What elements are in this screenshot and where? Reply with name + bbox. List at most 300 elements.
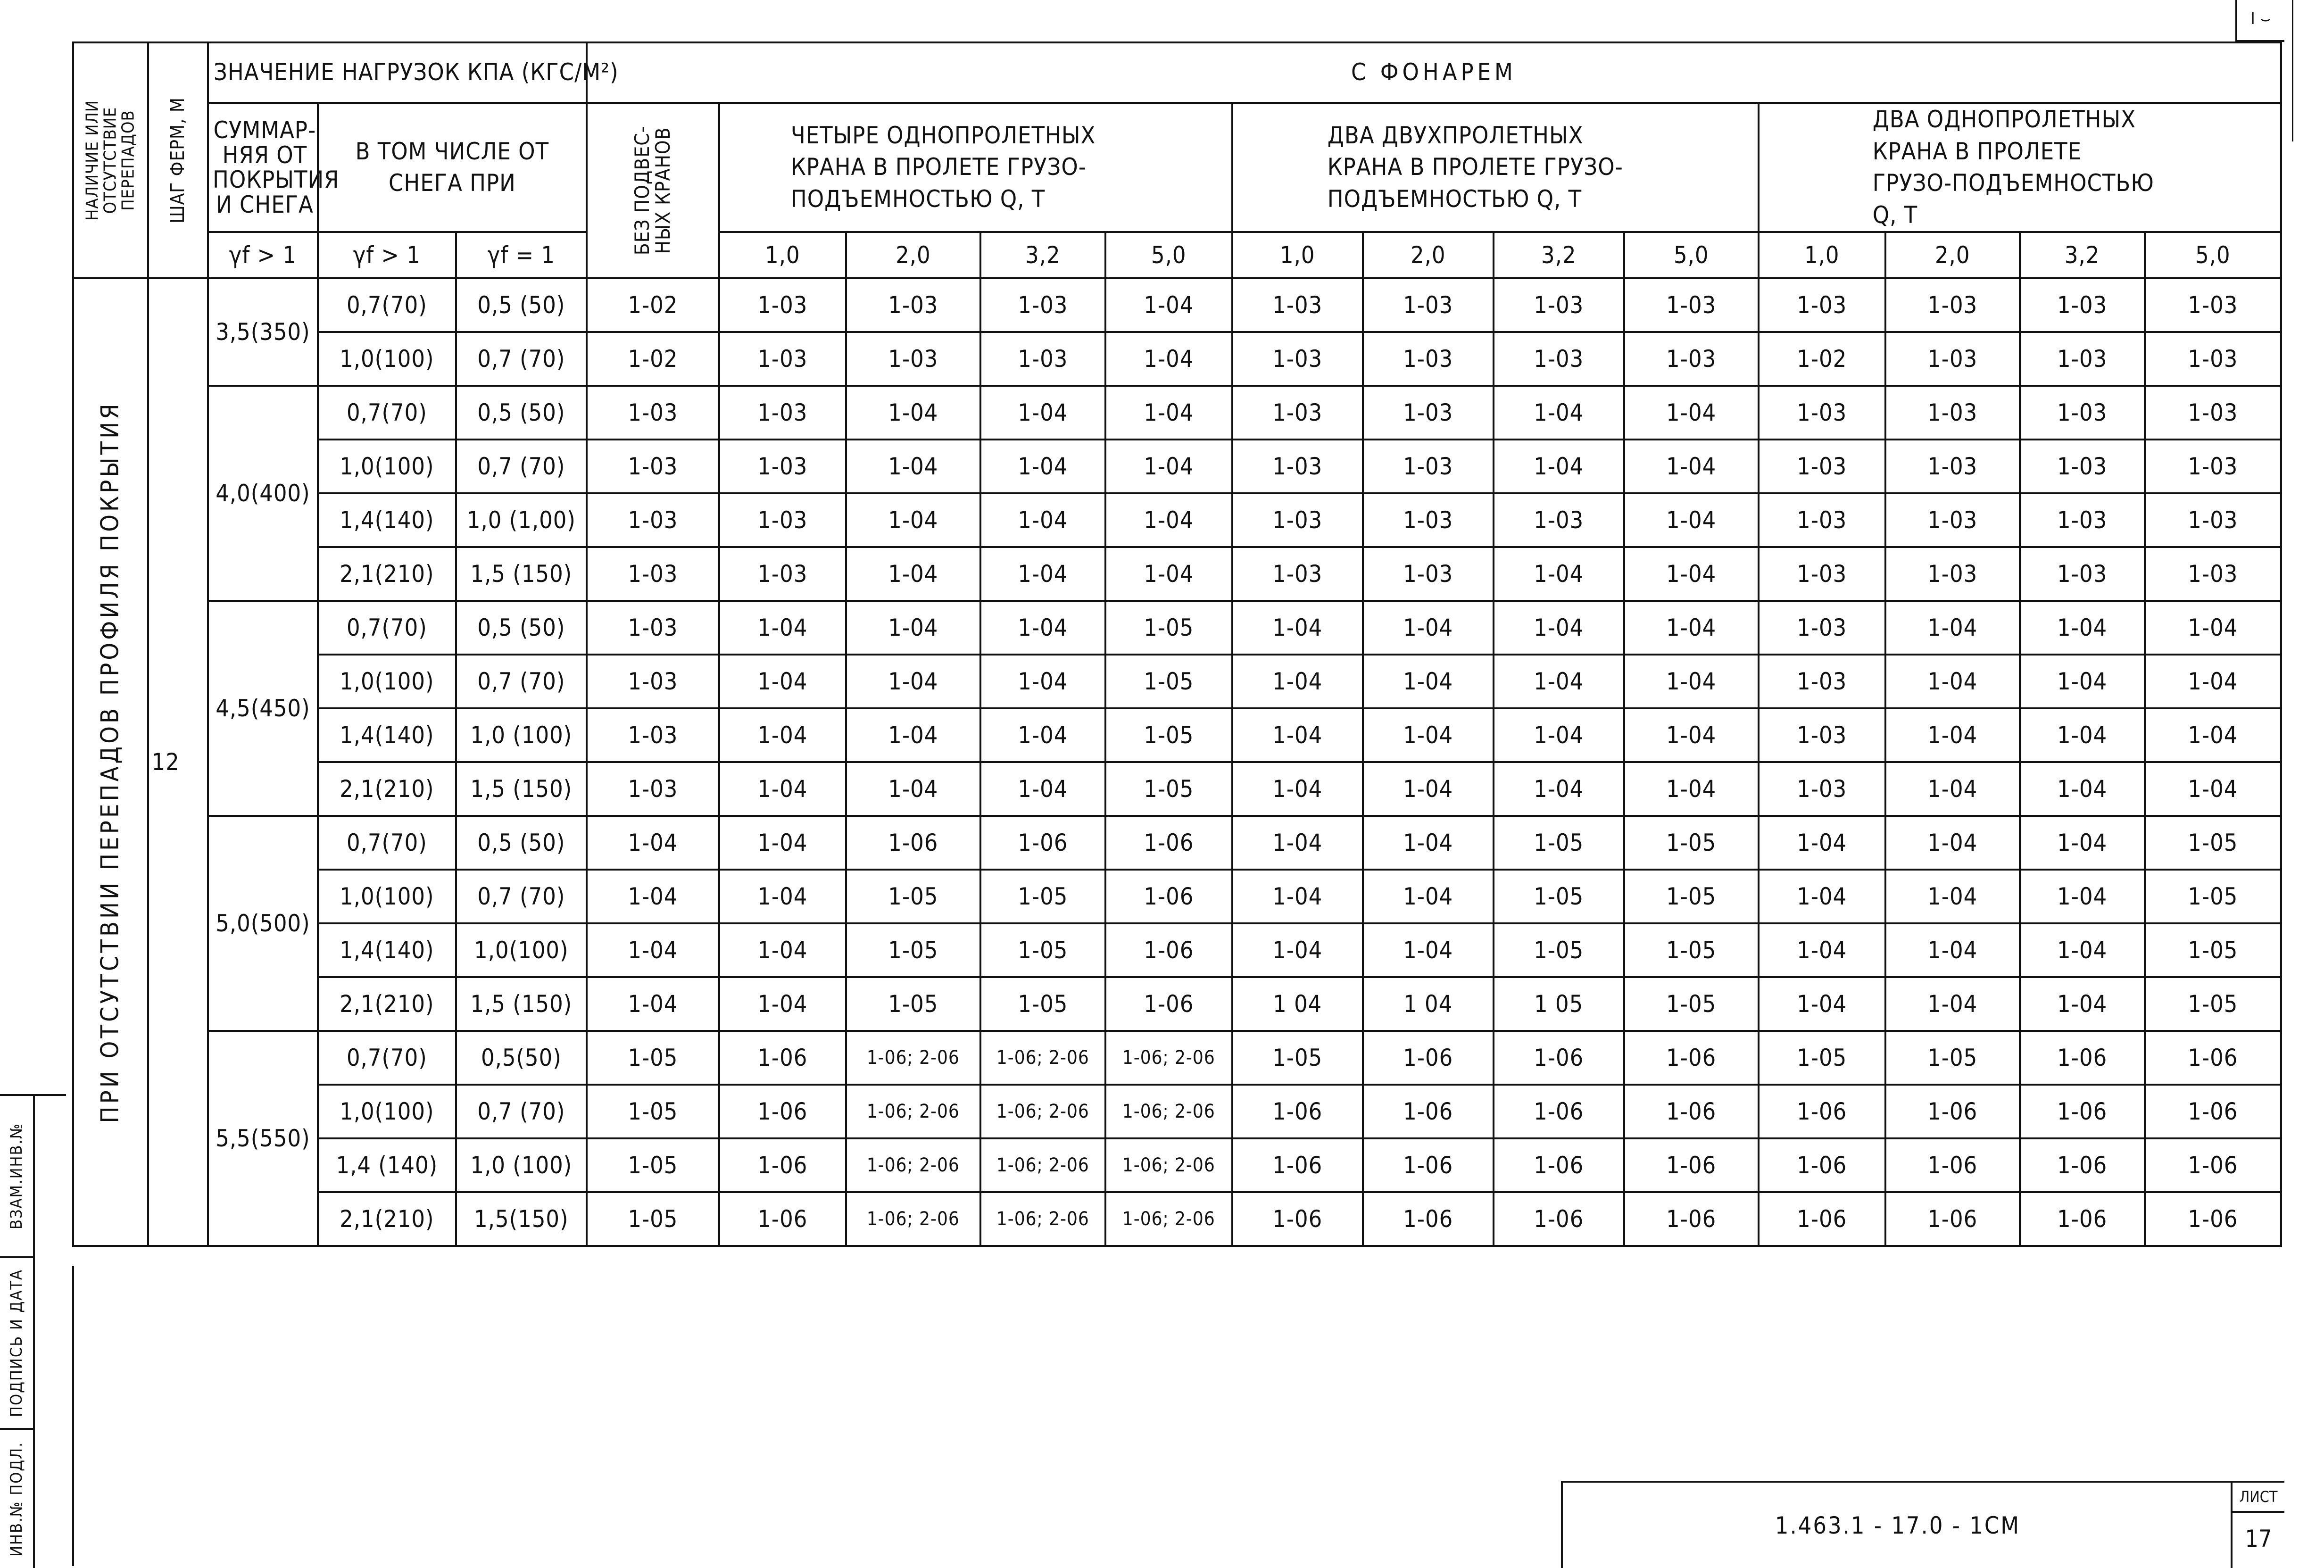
total-load-cell: 3,5(350) <box>208 278 318 386</box>
truss-mark-cell: 1-06 <box>1363 1031 1494 1085</box>
header-group-two-single: ДВА ОДНОПРОЛЕТНЫХ КРАНА В ПРОЛЕТЕ ГРУЗО-ПОДЪЕМНОСТЬЮ Q, Т <box>1759 103 2281 232</box>
truss-mark-cell: 1-04 <box>1885 816 2020 870</box>
truss-mark-cell: 1-03 <box>719 386 846 440</box>
snow-load-cell: 1,4(140) <box>318 708 456 762</box>
truss-mark-cell: 1-03 <box>587 547 719 601</box>
truss-mark-cell: 1-04 <box>719 762 846 816</box>
truss-mark-cell: 1-06 <box>1232 1085 1363 1138</box>
total-load-cell: 5,5(550) <box>208 1031 318 1246</box>
truss-mark-cell: 1-06; 2-06 <box>980 1192 1105 1246</box>
truss-mark-cell: 1-04 <box>2020 923 2145 977</box>
truss-mark-cell: 1-05 <box>587 1031 719 1085</box>
truss-mark-cell: 1-04 <box>846 547 980 601</box>
truss-mark-cell: 1-05 <box>1624 870 1759 923</box>
truss-mark-cell: 1-05 <box>980 977 1105 1031</box>
truss-mark-cell: 1-04 <box>1494 386 1624 440</box>
truss-mark-cell: 1-05 <box>846 870 980 923</box>
truss-mark-cell: 1-03 <box>1759 493 1885 547</box>
truss-mark-cell: 1-05 <box>587 1085 719 1138</box>
truss-mark-cell: 1-06; 2-06 <box>846 1192 980 1246</box>
truss-mark-cell: 1-03 <box>980 278 1105 332</box>
truss-mark-cell: 1-05 <box>1759 1031 1885 1085</box>
snow-load-cell: 0,7 (70) <box>456 1085 587 1138</box>
truss-mark-cell: 1-04 <box>980 762 1105 816</box>
header-incl-snow: В ТОМ ЧИСЛЕ ОТ СНЕГА ПРИ <box>318 103 587 232</box>
truss-mark-cell: 1-04 <box>2145 601 2281 655</box>
snow-load-cell: 0,7(70) <box>318 816 456 870</box>
truss-mark-cell: 1-05 <box>846 977 980 1031</box>
truss-mark-cell: 1-04 <box>1885 601 2020 655</box>
truss-mark-cell: 1-04 <box>846 655 980 708</box>
truss-mark-cell: 1-05 <box>587 1192 719 1246</box>
truss-mark-cell: 1-04 <box>587 977 719 1031</box>
truss-mark-cell: 1-04 <box>1759 977 1885 1031</box>
total-load-cell: 4,5(450) <box>208 601 318 816</box>
truss-mark-cell: 1-04 <box>1494 601 1624 655</box>
truss-mark-cell: 1-04 <box>2020 762 2145 816</box>
truss-mark-cell: 1-06 <box>2020 1138 2145 1192</box>
table-row <box>73 440 2281 493</box>
truss-mark-cell: 1-05 <box>1885 1031 2020 1085</box>
table-row <box>73 762 2281 816</box>
table-row <box>73 870 2281 923</box>
truss-mark-cell: 1-03 <box>1363 332 1494 386</box>
truss-mark-cell: 1-04 <box>1105 332 1232 386</box>
truss-mark-cell: 1-04 <box>1759 816 1885 870</box>
table-row <box>73 977 2281 1031</box>
snow-load-cell: 0,5(50) <box>456 1031 587 1085</box>
truss-mark-cell: 1-06 <box>1759 1138 1885 1192</box>
snow-load-cell: 1,0 (100) <box>456 708 587 762</box>
replace-inv-cell: ВЗАМ.ИНВ.№ <box>7 1122 26 1230</box>
table-row <box>73 816 2281 870</box>
truss-mark-cell: 1-06 <box>1624 1192 1759 1246</box>
truss-mark-cell: 1-03 <box>2020 547 2145 601</box>
truss-mark-cell: 1-04 <box>1494 547 1624 601</box>
sheet-label: ЛИСТ <box>2233 1483 2284 1513</box>
truss-mark-cell: 1-06; 2-06 <box>846 1085 980 1138</box>
truss-mark-cell: 1-03 <box>1363 440 1494 493</box>
truss-mark-cell: 1-05 <box>1624 816 1759 870</box>
header-capacity: 3,2 <box>1494 232 1624 278</box>
truss-mark-cell: 1-06 <box>719 1085 846 1138</box>
truss-mark-cell: 1-03 <box>2020 493 2145 547</box>
table-row <box>73 493 2281 547</box>
snow-load-cell: 2,1(210) <box>318 977 456 1031</box>
truss-mark-cell: 1-04 <box>1232 762 1363 816</box>
truss-mark-cell: 1-03 <box>1363 386 1494 440</box>
truss-mark-cell: 1-03 <box>1885 547 2020 601</box>
truss-mark-cell: 1-06 <box>2020 1031 2145 1085</box>
truss-mark-cell: 1-05 <box>2145 923 2281 977</box>
truss-mark-cell: 1-03 <box>2020 332 2145 386</box>
truss-mark-cell: 1-04 <box>1759 870 1885 923</box>
truss-mark-cell: 1-03 <box>587 708 719 762</box>
truss-mark-cell: 1-04 <box>1363 762 1494 816</box>
truss-mark-cell: 1-03 <box>1885 332 2020 386</box>
truss-mark-cell: 1-04 <box>2020 708 2145 762</box>
truss-mark-cell: 1-06 <box>1494 1138 1624 1192</box>
table-row <box>73 708 2281 762</box>
truss-mark-cell: 1-04 <box>587 923 719 977</box>
truss-mark-cell: 1-04 <box>1363 655 1494 708</box>
truss-mark-cell: 1-06 <box>1885 1138 2020 1192</box>
truss-mark-cell: 1-05 <box>846 923 980 977</box>
truss-mark-cell: 1-04 <box>1363 708 1494 762</box>
truss-mark-cell: 1-06; 2-06 <box>1105 1031 1232 1085</box>
snow-load-cell: 1,0(100) <box>318 870 456 923</box>
truss-mark-cell: 1-03 <box>1759 655 1885 708</box>
truss-mark-cell: 1-04 <box>2020 601 2145 655</box>
truss-mark-cell: 1-06 <box>1624 1138 1759 1192</box>
header-capacity: 2,0 <box>1363 232 1494 278</box>
truss-mark-cell: 1-02 <box>587 332 719 386</box>
truss-mark-cell: 1-06 <box>1363 1138 1494 1192</box>
truss-mark-cell: 1-03 <box>1759 762 1885 816</box>
truss-mark-cell: 1-06 <box>2145 1031 2281 1085</box>
truss-mark-cell: 1-02 <box>1759 332 1885 386</box>
snow-load-cell: 0,5 (50) <box>456 386 587 440</box>
snow-load-cell: 1,0 (1,00) <box>456 493 587 547</box>
truss-mark-cell: 1-06 <box>2020 1192 2145 1246</box>
truss-mark-cell: 1-04 <box>1105 493 1232 547</box>
corner-mark: Ⅰ ⌣ <box>2235 0 2284 42</box>
header-capacity: 3,2 <box>2020 232 2145 278</box>
truss-mark-cell: 1-04 <box>846 493 980 547</box>
truss-mark-cell: 1-03 <box>980 332 1105 386</box>
truss-mark-cell: 1-06 <box>846 816 980 870</box>
truss-mark-cell: 1-04 <box>719 708 846 762</box>
truss-mark-cell: 1-03 <box>1232 547 1363 601</box>
truss-mark-cell: 1-04 <box>846 601 980 655</box>
truss-mark-cell: 1-04 <box>1363 601 1494 655</box>
truss-mark-cell: 1-04 <box>2145 655 2281 708</box>
table-row <box>73 655 2281 708</box>
truss-mark-cell: 1-04 <box>719 870 846 923</box>
sheet-number-box <box>2231 1481 2284 1568</box>
truss-mark-cell: 1-06 <box>719 1192 846 1246</box>
snow-load-cell: 0,7(70) <box>318 1031 456 1085</box>
truss-mark-cell: 1-03 <box>2145 332 2281 386</box>
step-value-cell: 12 <box>148 278 208 1246</box>
truss-mark-cell: 1-03 <box>1232 332 1363 386</box>
total-load-cell: 4,0(400) <box>208 386 318 601</box>
header-group-four-single: ЧЕТЫРЕ ОДНОПРОЛЕТНЫХ КРАНА В ПРОЛЕТЕ ГРУЗО-ПОДЪЕМНОСТЬЮ Q, Т <box>719 103 1232 232</box>
snow-load-cell: 1,0(100) <box>318 440 456 493</box>
truss-mark-cell: 1-03 <box>1885 386 2020 440</box>
truss-mark-cell: 1-04 <box>1624 655 1759 708</box>
truss-mark-cell: 1-05 <box>1105 708 1232 762</box>
truss-mark-cell: 1-05 <box>1105 762 1232 816</box>
snow-load-cell: 1,4(140) <box>318 493 456 547</box>
truss-mark-cell: 1-06; 2-06 <box>1105 1085 1232 1138</box>
truss-mark-cell: 1-04 <box>1885 655 2020 708</box>
header-total: СУММАР-НЯЯ ОТ ПОКРЫТИЯ И СНЕГА <box>208 103 318 232</box>
truss-mark-cell: 1-04 <box>719 816 846 870</box>
truss-mark-cell: 1-04 <box>980 655 1105 708</box>
truss-mark-cell: 1-02 <box>587 278 719 332</box>
snow-load-cell: 1,0(100) <box>318 332 456 386</box>
truss-mark-cell: 1-05 <box>1232 1031 1363 1085</box>
truss-mark-cell: 1-03 <box>1494 332 1624 386</box>
truss-mark-cell: 1-04 <box>1885 923 2020 977</box>
truss-mark-cell: 1-03 <box>1363 278 1494 332</box>
truss-mark-cell: 1-04 <box>2145 708 2281 762</box>
truss-mark-cell: 1-05 <box>1624 977 1759 1031</box>
table-row <box>73 1085 2281 1138</box>
truss-mark-cell: 1-03 <box>1232 493 1363 547</box>
truss-mark-cell: 1-04 <box>1624 708 1759 762</box>
header-capacity: 2,0 <box>1885 232 2020 278</box>
truss-mark-cell: 1-06 <box>1105 923 1232 977</box>
truss-mark-cell: 1-06 <box>1494 1085 1624 1138</box>
truss-mark-cell: 1-03 <box>1885 440 2020 493</box>
header-load-values: ЗНАЧЕНИЕ НАГРУЗОК КПА (КГС/М²) <box>208 42 587 103</box>
truss-mark-cell: 1-03 <box>2145 547 2281 601</box>
snow-load-cell: 1,0 (100) <box>456 1138 587 1192</box>
truss-mark-cell: 1-04 <box>2020 870 2145 923</box>
truss-mark-cell: 1-04 <box>1624 547 1759 601</box>
truss-mark-cell: 1-05 <box>1494 870 1624 923</box>
truss-mark-cell: 1-06 <box>1624 1031 1759 1085</box>
truss-mark-cell: 1-03 <box>1759 601 1885 655</box>
table-row <box>73 332 2281 386</box>
sign-date-cell: ПОДПИСЬ И ДАТА <box>7 1269 26 1417</box>
snow-load-cell: 0,5 (50) <box>456 278 587 332</box>
truss-mark-cell: 1-04 <box>846 386 980 440</box>
truss-mark-cell: 1-04 <box>846 440 980 493</box>
truss-mark-cell: 1-03 <box>846 278 980 332</box>
truss-mark-cell: 1-03 <box>1624 332 1759 386</box>
truss-mark-cell: 1-05 <box>1624 923 1759 977</box>
truss-mark-cell: 1-06 <box>2145 1085 2281 1138</box>
truss-mark-cell: 1-03 <box>1885 278 2020 332</box>
truss-mark-cell: 1-03 <box>1494 278 1624 332</box>
truss-mark-cell: 1-04 <box>2020 816 2145 870</box>
truss-mark-cell: 1-04 <box>846 708 980 762</box>
table-row <box>73 278 2281 332</box>
truss-mark-cell: 1-06 <box>719 1138 846 1192</box>
truss-mark-cell: 1-03 <box>1759 278 1885 332</box>
table-row <box>73 547 2281 601</box>
truss-mark-cell: 1-04 <box>1494 762 1624 816</box>
snow-load-cell: 0,7 (70) <box>456 440 587 493</box>
truss-mark-cell: 1-04 <box>719 601 846 655</box>
header-capacity: 3,2 <box>980 232 1105 278</box>
truss-mark-cell: 1-04 <box>2020 977 2145 1031</box>
truss-mark-cell: 1-05 <box>587 1138 719 1192</box>
truss-mark-cell: 1-05 <box>2145 816 2281 870</box>
truss-mark-cell: 1-04 <box>587 816 719 870</box>
truss-mark-cell: 1-06; 2-06 <box>846 1138 980 1192</box>
truss-mark-cell: 1-06 <box>1624 1085 1759 1138</box>
truss-mark-cell: 1-04 <box>1105 547 1232 601</box>
truss-mark-cell: 1-06 <box>1363 1192 1494 1246</box>
truss-mark-cell: 1-04 <box>1885 870 2020 923</box>
truss-mark-cell: 1-04 <box>719 655 846 708</box>
truss-mark-cell: 1-04 <box>1885 762 2020 816</box>
header-capacity: 1,0 <box>1232 232 1363 278</box>
right-edge-line <box>2292 0 2293 141</box>
truss-mark-cell: 1-06; 2-06 <box>1105 1192 1232 1246</box>
truss-mark-cell: 1-06; 2-06 <box>980 1031 1105 1085</box>
truss-mark-cell: 1-03 <box>2145 386 2281 440</box>
truss-mark-cell: 1-04 <box>1232 870 1363 923</box>
snow-load-cell: 1,4(140) <box>318 923 456 977</box>
table-row <box>73 1192 2281 1246</box>
table-row <box>73 1031 2281 1085</box>
left-margin-strip <box>0 1094 66 1568</box>
truss-mark-cell: 1-06 <box>2145 1192 2281 1246</box>
truss-mark-cell: 1-03 <box>719 278 846 332</box>
truss-mark-cell: 1-03 <box>2020 278 2145 332</box>
title-block-code: 1.463.1 - 17.0 - 1СМ <box>1561 1481 2233 1568</box>
truss-mark-cell: 1-03 <box>1363 493 1494 547</box>
truss-mark-cell: 1-06 <box>1759 1085 1885 1138</box>
truss-mark-cell: 1-05 <box>2145 870 2281 923</box>
truss-mark-cell: 1-04 <box>1105 278 1232 332</box>
truss-mark-cell: 1-03 <box>1759 708 1885 762</box>
truss-mark-cell: 1-06 <box>2020 1085 2145 1138</box>
sheet-number: 17 <box>2245 1525 2272 1552</box>
table-row <box>73 601 2281 655</box>
truss-mark-cell: 1-04 <box>980 386 1105 440</box>
truss-mark-cell: 1-03 <box>1759 547 1885 601</box>
truss-mark-cell: 1-04 <box>1624 440 1759 493</box>
truss-mark-cell: 1-03 <box>2145 440 2281 493</box>
truss-mark-cell: 1-03 <box>1759 440 1885 493</box>
truss-mark-cell: 1 04 <box>1232 977 1363 1031</box>
truss-mark-cell: 1 05 <box>1494 977 1624 1031</box>
snow-load-cell: 1,5 (150) <box>456 762 587 816</box>
truss-mark-cell: 1-04 <box>980 601 1105 655</box>
truss-mark-cell: 1-03 <box>2145 493 2281 547</box>
truss-mark-cell: 1-06; 2-06 <box>846 1031 980 1085</box>
snow-load-cell: 0,5 (50) <box>456 816 587 870</box>
truss-mark-cell: 1-05 <box>1105 655 1232 708</box>
snow-load-cell: 1,5 (150) <box>456 977 587 1031</box>
truss-mark-cell: 1-03 <box>719 547 846 601</box>
truss-mark-cell: 1-06 <box>1232 1192 1363 1246</box>
truss-mark-cell: 1-03 <box>587 493 719 547</box>
truss-mark-cell: 1-06 <box>1105 816 1232 870</box>
truss-mark-cell: 1-04 <box>1624 493 1759 547</box>
header-capacity: 1,0 <box>719 232 846 278</box>
truss-mark-cell: 1-03 <box>1363 547 1494 601</box>
truss-mark-cell: 1-03 <box>719 493 846 547</box>
snow-load-cell: 0,7 (70) <box>456 655 587 708</box>
truss-mark-cell: 1-04 <box>1624 762 1759 816</box>
truss-mark-cell: 1-04 <box>1494 655 1624 708</box>
truss-mark-cell: 1-03 <box>2020 386 2145 440</box>
truss-mark-cell: 1-04 <box>1759 923 1885 977</box>
truss-mark-cell: 1-04 <box>2020 655 2145 708</box>
truss-mark-cell: 1-04 <box>1363 923 1494 977</box>
truss-mark-cell: 1-04 <box>1363 816 1494 870</box>
truss-mark-cell: 1-04 <box>719 923 846 977</box>
truss-mark-cell: 1-04 <box>1624 601 1759 655</box>
truss-mark-cell: 1-03 <box>1232 440 1363 493</box>
header-gamma-gt1: γf > 1 <box>318 232 456 278</box>
snow-load-cell: 0,7(70) <box>318 601 456 655</box>
truss-mark-cell: 1-04 <box>1885 977 2020 1031</box>
truss-mark-cell: 1-05 <box>2145 977 2281 1031</box>
truss-mark-cell: 1-06 <box>1105 977 1232 1031</box>
header-no-cranes: БЕЗ ПОДВЕС-НЫХ КРАНОВ <box>587 103 719 278</box>
header-capacity: 2,0 <box>846 232 980 278</box>
header-gamma-total: γf > 1 <box>208 232 318 278</box>
truss-mark-cell: 1-04 <box>1232 601 1363 655</box>
truss-mark-cell: 1-04 <box>980 440 1105 493</box>
truss-mark-cell: 1-06 <box>1363 1085 1494 1138</box>
snow-load-cell: 0,7 (70) <box>456 870 587 923</box>
truss-mark-cell: 1-04 <box>1494 440 1624 493</box>
truss-mark-cell: 1-05 <box>980 923 1105 977</box>
truss-mark-cell: 1-05 <box>1105 601 1232 655</box>
truss-mark-cell: 1-04 <box>1885 708 2020 762</box>
table-row <box>73 923 2281 977</box>
snow-load-cell: 0,7(70) <box>318 278 456 332</box>
truss-mark-cell: 1-03 <box>2145 278 2281 332</box>
header-capacity: 5,0 <box>2145 232 2281 278</box>
truss-mark-cell: 1-04 <box>980 547 1105 601</box>
snow-load-cell: 0,7 (70) <box>456 332 587 386</box>
header-capacity: 5,0 <box>1624 232 1759 278</box>
snow-load-cell: 1,0(100) <box>318 1085 456 1138</box>
truss-mark-cell: 1-06 <box>1494 1192 1624 1246</box>
truss-mark-cell: 1-05 <box>980 870 1105 923</box>
truss-mark-cell: 1-06; 2-06 <box>980 1085 1105 1138</box>
snow-load-cell: 1,0(100) <box>456 923 587 977</box>
truss-mark-cell: 1-03 <box>719 440 846 493</box>
truss-mark-cell: 1-06 <box>1885 1085 2020 1138</box>
snow-load-cell: 2,1(210) <box>318 547 456 601</box>
truss-mark-cell: 1-06 <box>1232 1138 1363 1192</box>
truss-mark-cell: 1-03 <box>587 762 719 816</box>
header-with-lantern: С ФОНАРЕМ <box>587 42 2281 103</box>
truss-mark-cell: 1-04 <box>1232 655 1363 708</box>
snow-load-cell: 2,1(210) <box>318 1192 456 1246</box>
snow-load-cell: 1,5(150) <box>456 1192 587 1246</box>
truss-mark-cell: 1-04 <box>2145 762 2281 816</box>
truss-mark-cell: 1-03 <box>1624 278 1759 332</box>
truss-mark-cell: 1-03 <box>1494 493 1624 547</box>
truss-mark-cell: 1-04 <box>719 977 846 1031</box>
header-gamma-eq1: γf = 1 <box>456 232 587 278</box>
truss-mark-cell: 1-06; 2-06 <box>980 1138 1105 1192</box>
truss-mark-cell: 1-03 <box>587 386 719 440</box>
truss-mark-cell: 1-04 <box>1363 870 1494 923</box>
truss-mark-cell: 1-03 <box>1885 493 2020 547</box>
truss-mark-cell: 1-04 <box>1232 708 1363 762</box>
snow-load-cell: 0,7(70) <box>318 386 456 440</box>
header-presence: НАЛИЧИЕ ИЛИ ОТСУТСТВИЕ ПЕРЕПАДОВ <box>73 42 148 278</box>
truss-mark-cell: 1-04 <box>1232 816 1363 870</box>
truss-mark-cell: 1-06 <box>1759 1192 1885 1246</box>
truss-mark-cell: 1-05 <box>1494 923 1624 977</box>
truss-mark-cell: 1-03 <box>587 601 719 655</box>
snow-load-cell: 2,1(210) <box>318 762 456 816</box>
truss-mark-cell: 1-04 <box>1232 923 1363 977</box>
truss-mark-cell: 1-04 <box>1494 708 1624 762</box>
truss-mark-cell: 1-03 <box>587 440 719 493</box>
truss-mark-cell: 1-04 <box>980 708 1105 762</box>
snow-load-cell: 1,0(100) <box>318 655 456 708</box>
truss-mark-cell: 1-06; 2-06 <box>1105 1138 1232 1192</box>
truss-mark-cell: 1-03 <box>1232 386 1363 440</box>
truss-mark-cell: 1-04 <box>1105 386 1232 440</box>
truss-mark-cell: 1-06 <box>980 816 1105 870</box>
